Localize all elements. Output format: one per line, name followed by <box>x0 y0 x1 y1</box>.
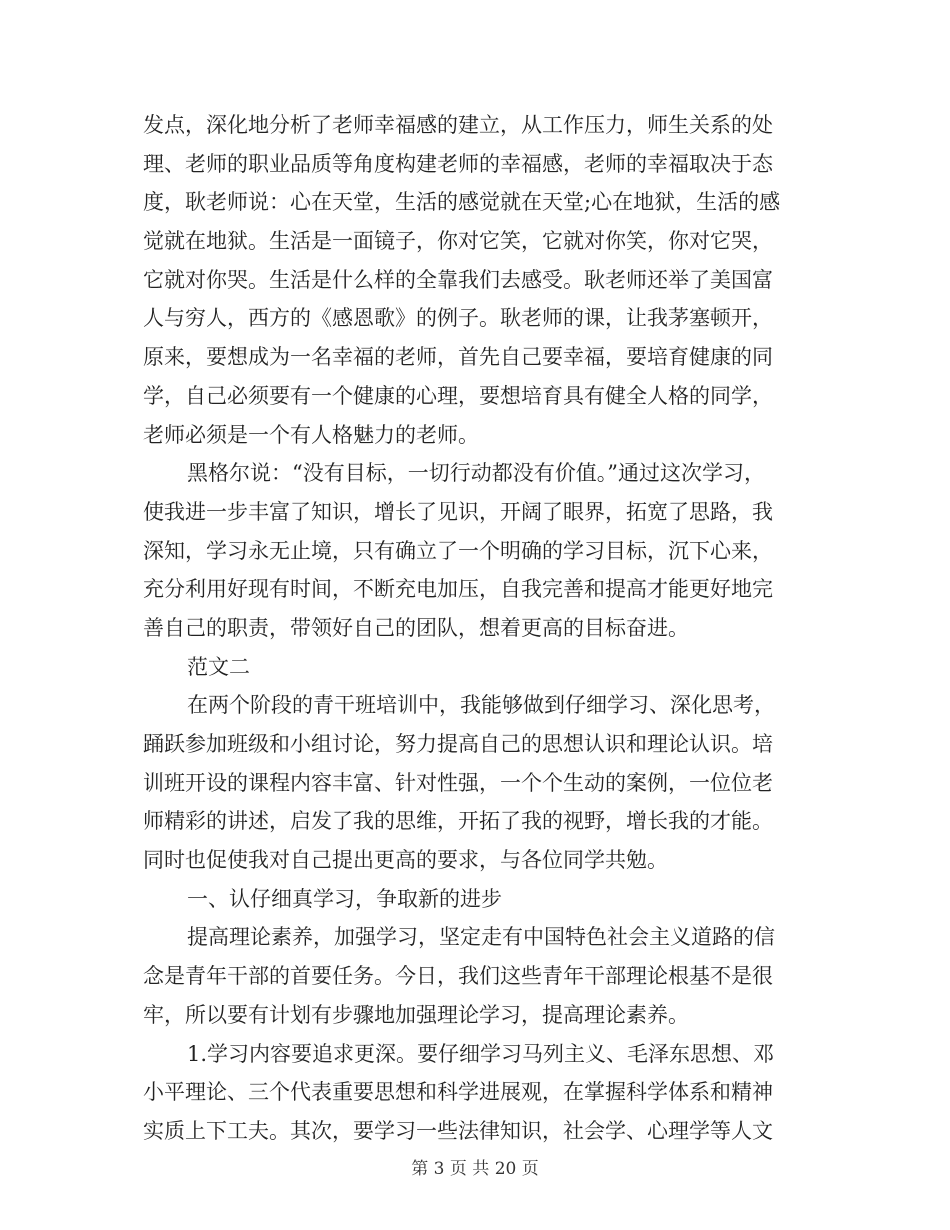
page-footer: 第 3 页 共 20 页 <box>411 1159 539 1179</box>
text-line: 老师必须是一个有人格魅力的老师。 <box>143 422 479 447</box>
text-line: 人与穷人，西方的《感恩歌》的例子。耿老师的课，让我茅塞顿开， <box>143 306 773 331</box>
text-line: 牢，所以要有计划有步骤地加强理论学习，提高理论素养。 <box>143 1002 689 1027</box>
text-line: 小平理论、三个代表重要思想和科学进展观，在掌握科学体系和精神 <box>143 1080 773 1105</box>
text-line: 度，耿老师说：心在天堂，生活的感觉就在天堂;心在地狱，生活的感 <box>143 190 781 215</box>
text-line: 原来，要想成为一名幸福的老师，首先自己要幸福，要培育健康的同 <box>143 345 773 370</box>
body-text <box>143 106 808 1151</box>
text-line: 觉就在地狱。生活是一面镜子，你对它笑，它就对你笑，你对它哭， <box>143 229 773 254</box>
text-line: 提高理论素养，加强学习，坚定走有中国特色社会主义道路的信 <box>187 925 775 950</box>
text-line: 念是青年干部的首要任务。今日，我们这些青年干部理论根基不是很 <box>143 964 773 989</box>
text-line: 实质上下工夫。其次，要学习一些法律知识，社会学、心理学等人文 <box>143 1118 773 1143</box>
text-line: 在两个阶段的青干班培训中，我能够做到仔细学习、深化思考， <box>187 693 775 718</box>
text-line: 训班开设的课程内容丰富、针对性强，一个个生动的案例，一位位老 <box>143 770 773 795</box>
text-line: 深知，学习永无止境，只有确立了一个明确的学习目标，沉下心来， <box>143 538 773 563</box>
text-line: 学，自己必须要有一个健康的心理，要想培育具有健全人格的同学， <box>143 383 773 408</box>
text-line: 1.学习内容要追求更深。要仔细学习马列主义、毛泽东思想、邓 <box>187 1041 775 1066</box>
text-line: 范文二 <box>187 654 250 679</box>
text-line: 同时也促使我对自己提出更高的要求，与各位同学共勉。 <box>143 848 668 873</box>
text-line: 踊跃参加班级和小组讨论，努力提高自己的思想认识和理论认识。培 <box>143 732 773 756</box>
text-line: 善自己的职责，带领好自己的团队，想着更高的目标奋进。 <box>143 615 689 640</box>
text-line: 黑格尔说：“没有目标，一切行动都没有价值。”通过这次学习， <box>187 461 765 486</box>
text-line: 它就对你哭。生活是什么样的全靠我们去感受。耿老师还举了美国富 <box>143 267 773 292</box>
text-line: 发点，深化地分析了老师幸福感的建立，从工作压力，师生关系的处 <box>143 113 773 137</box>
text-line: 师精彩的讲述，启发了我的思维，开拓了我的视野，增长我的才能。 <box>143 809 773 834</box>
text-line: 理、老师的职业品质等角度构建老师的幸福感，老师的幸福取决于态 <box>143 151 773 176</box>
text-line: 使我进一步丰富了知识，增长了见识，开阔了眼界，拓宽了思路，我 <box>143 499 773 524</box>
text-line: 一、认仔细真学习，争取新的进步 <box>187 886 502 911</box>
text-line: 充分利用好现有时间，不断充电加压，自我完善和提高才能更好地完 <box>143 577 773 602</box>
